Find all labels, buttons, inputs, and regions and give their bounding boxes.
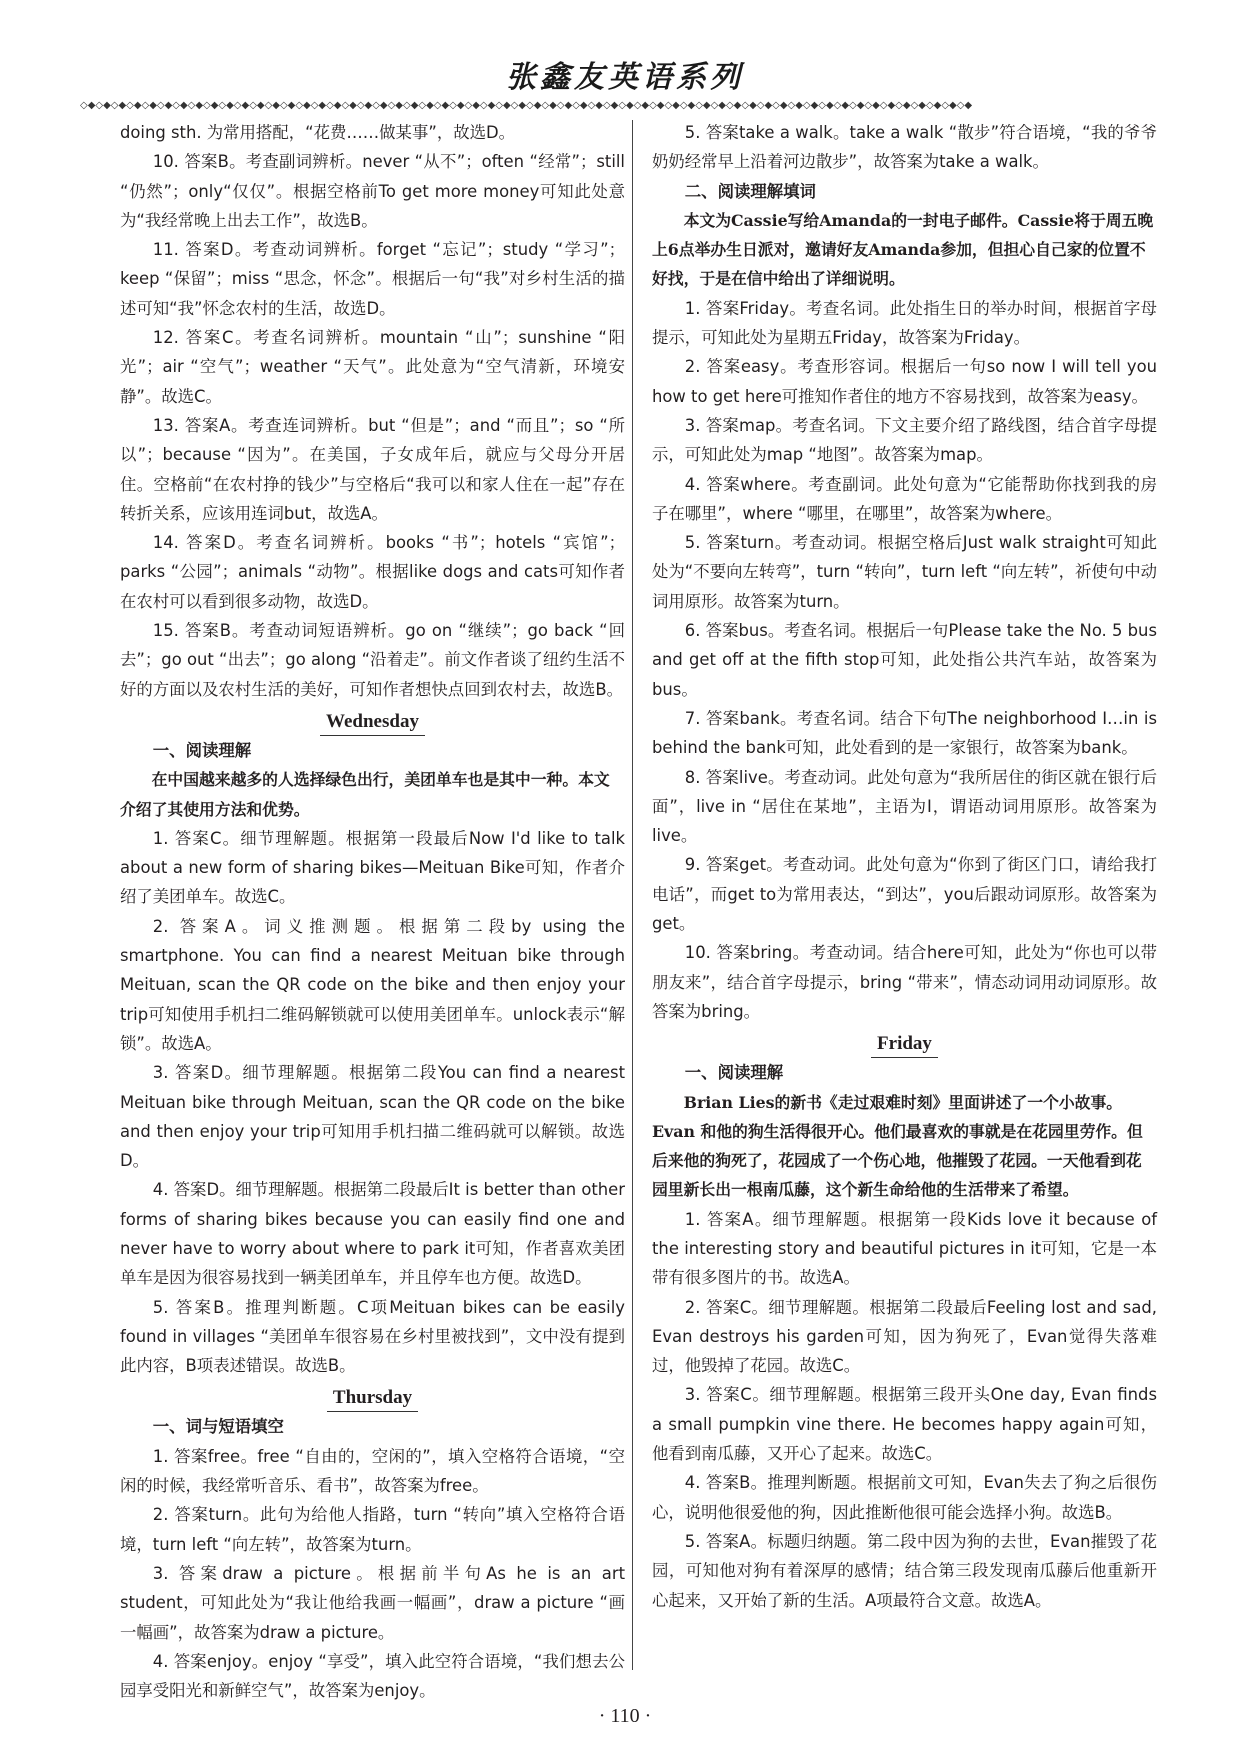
passage-intro: 本文为Cassie写给Amanda的一封电子邮件。Cassie将于周五晚上6点举办生日派对，邀请好友Amanda参加，但担心自己家的位置不好找，于是在信中给出了详细说明。 xyxy=(652,210,1154,289)
answer-paragraph: 3. 答案map。考查名词。下文主要介绍了路线图，结合首字母提示，可知此处为map “地图”。故答案为map。 xyxy=(652,415,1157,465)
answer-paragraph: 12. 答案C。考查名词辨析。mountain “山”；sunshine “阳光”；air “空气”；weather “天气”。此处意为“空气清新，环境安静”。故选C。 xyxy=(120,328,625,406)
answer-paragraph: 1. 答案C。细节理解题。根据第一段最后Now I'd like to talk about a new form of sharing bikes—Meituan Bike可知，作者介绍了美团单车。故选C。 xyxy=(120,828,625,907)
section-heading: 一、阅读理解 xyxy=(152,740,252,760)
answer-paragraph: 9. 答案get。考查动词。此处句意为“你到了街区门口，请给我打电话”，而get to为常用表达，“到达”，you后跟动词原形。故答案为get。 xyxy=(652,855,1157,934)
answer-paragraph: 4. 答案where。考查副词。此处句意为“它能帮助你找到我的房子在哪里”，where “哪里，在哪里”，故答案为where。 xyxy=(652,474,1157,523)
passage-intro: Brian Lies的新书《走过艰难时刻》里面讲述了一个小故事。Evan 和他的狗生活得很开心。他们最喜欢的事就是在花园里劳作。但后来他的狗死了，花园成了一个伤心地，他摧毁了花园。一天他看到花园里新长出一根南瓜藤，这个新生命给他的生活带来了希望。 xyxy=(652,1092,1143,1200)
day-heading-friday xyxy=(652,1030,1157,1058)
answer-paragraph: 4. 答案enjoy。enjoy “享受”，填入此空符合语境，“我们想去公园享受阳光和新鲜空气”，故答案为enjoy。 xyxy=(120,1651,625,1701)
answer-paragraph: 3. 答案D。细节理解题。根据第二段You can find a nearest Meituan bike through Meituan, scan the QR code on the bike and then enjoy your trip可知用手机扫描二维码就可以解锁。故选D。 xyxy=(120,1063,625,1171)
answer-paragraph: 7. 答案bank。考查名词。结合下句The neighborhood I…in is behind the bank可知，此处看到的是一家银行，故答案为bank。 xyxy=(652,708,1157,758)
section-heading: 二、阅读理解填词 xyxy=(684,181,816,201)
answer-paragraph: 1. 答案Friday。考查名词。此处指生日的举办时间，根据首字母提示，可知此处为星期五Friday，故答案为Friday。 xyxy=(652,298,1157,348)
answer-paragraph: 5. 答案B。推理判断题。C项Meituan bikes can be easily found in villages “美团单车很容易在乡村里被找到”，文中没有提到此内容，B项表述错误。故选B。 xyxy=(120,1297,625,1376)
section-heading: 一、词与短语填空 xyxy=(152,1417,284,1437)
answer-paragraph: 8. 答案live。考查动词。此处句意为“我所居住的街区就在银行后面”，live in “居住在某地”，主语为I，谓语动词用原形。故答案为live。 xyxy=(652,767,1157,846)
answer-paragraph: 11. 答案D。考查动词辨析。forget “忘记”；study “学习”；keep “保留”；miss “思念，怀念”。根据后一句“我”对乡村生活的描述可知“我”怀念农村的生活，故选D。 xyxy=(120,240,625,318)
left-column xyxy=(120,118,625,1705)
answer-paragraph: 2. 答案turn。此句为给他人指路，turn “转向”填入空格符合语境，turn left “向左转”，故答案为turn。 xyxy=(120,1505,625,1554)
page-header-title: 张鑫友英语系列 xyxy=(506,60,744,95)
answer-paragraph: 14. 答案D。考查名词辨析。books “书”；hotels “宾馆”；parks “公园”；animals “动物”。根据like dogs and cats可知作者在农村可以看到很多动物，故选D。 xyxy=(120,533,625,611)
passage-intro: 在中国越来越多的人选择绿色出行，美团单车也是其中一种。本文介绍了其使用方法和优势。 xyxy=(120,770,610,819)
right-column xyxy=(652,118,1157,1615)
answer-paragraph: 4. 答案B。推理判断题。根据前文可知，Evan失去了狗之后很伤心，说明他很爱他的狗，因此推断他很可能会选择小狗。故选B。 xyxy=(652,1473,1157,1522)
answer-paragraph: 3. 答案C。细节理解题。根据第三段开头One day, Evan finds a small pumpkin vine there. He becomes happy again可知，他看到南瓜藤，又开心了起来。故选C。 xyxy=(652,1385,1157,1464)
column-divider xyxy=(632,120,633,1670)
answer-paragraph: 2. 答案A。词义推测题。根据第二段by using the smartphone. You can find a nearest Meituan bike through Meituan, scan the QR code on the bike and then enjoy your trip可知使用手机扫二维码解锁就可以使用美团单车。unlock表示“解锁”。故选A。 xyxy=(120,916,625,1053)
day-heading-wednesday xyxy=(120,708,625,736)
day-heading-label: Wednesday xyxy=(320,708,425,736)
answer-paragraph: 1. 答案A。细节理解题。根据第一段Kids love it because of the interesting story and beautiful pictures in it可知，它是一本带有很多图片的书。故选A。 xyxy=(652,1209,1157,1288)
answer-paragraph: 4. 答案D。细节理解题。根据第二段最后It is better than other forms of sharing bikes because you can easily find one and never have to worry about where to park it可知，作者喜欢美团单车是因为很容易找到一辆美团单车，并且停车也方便。故选D。 xyxy=(120,1180,625,1288)
answer-paragraph: 10. 答案B。考查副词辨析。never “从不”；often “经常”；still “仍然”；only“仅仅”。根据空格前To get more money可知此处意为“我经常晚上出去工作”，故选B。 xyxy=(120,152,625,230)
answer-paragraph: 15. 答案B。考查动词短语辨析。go on “继续”；go back “回去”；go out “出去”；go along “沿着走”。前文作者谈了纽约生活不好的方面以及农村生活的美好，可知作者想快点回到农村去，故选B。 xyxy=(120,621,625,699)
answer-paragraph: 10. 答案bring。考查动词。结合here可知，此处为“你也可以带朋友来”，结合首字母提示，bring “带来”，情态动词用动词原形。故答案为bring。 xyxy=(652,943,1157,1021)
day-heading-thursday xyxy=(120,1384,625,1412)
day-heading-label: Thursday xyxy=(327,1384,418,1412)
page-number: · 110 · xyxy=(598,1705,652,1727)
day-heading-label: Friday xyxy=(871,1030,938,1058)
answer-paragraph: 2. 答案easy。考查形容词。根据后一句so now I will tell you how to get here可推知作者住的地方不容易找到，故答案为easy。 xyxy=(652,357,1157,406)
answer-paragraph: 2. 答案C。细节理解题。根据第二段最后Feeling lost and sad, Evan destroys his garden可知，因为狗死了，Evan觉得失落难过，他毁掉了花园。故选C。 xyxy=(652,1297,1157,1376)
answer-paragraph: 5. 答案A。标题归纳题。第二段中因为狗的去世，Evan摧毁了花园，可知他对狗有着深厚的感情；结合第三段发现南瓜藤后他重新开心起来，又开始了新的生活。A项最符合文意。故选A。 xyxy=(652,1531,1157,1610)
answer-paragraph: 1. 答案free。free “自由的，空闲的”，填入空格符合语境，“空闲的时候，我经常听音乐、看书”，故答案为free。 xyxy=(120,1446,625,1496)
header-decorative-rule: ◇◆◇◆◇◆◇◆◇◆◇◆◇◆◇◆◇◆◇◆◇◆◇◆◇◆◇◆◇◆◇◆◇◆◇◆◇◆◇◆◇◆◇◆◇◆◇◆◇◆◇◆◇◆◇◆◇◆◇◆◇◆◇◆◇◆◇◆◇◆◇◆◇◆◇◆◇◆◇◆◇◆◇◆◇◆◇◆◇◆◇◆◇◆◇◆◇◆◇◆◇◆◇◆◇◆◇◆◇◆◇◆◇◆◇◆ xyxy=(80,100,973,111)
answer-paragraph: 13. 答案A。考查连词辨析。but “但是”；and “而且”；so “所以”；because “因为”。在美国，子女成年后，就应与父母分开居住。空格前“在农村挣的钱少”与空格后“我可以和家人住在一起”存在转折关系，应该用连词but，故选A。 xyxy=(120,415,625,523)
section-heading: 一、阅读理解 xyxy=(684,1063,784,1083)
answer-paragraph: doing sth. 为常用搭配，“花费……做某事”，故选D。 xyxy=(120,123,516,142)
answer-paragraph: 5. 答案turn。考查动词。根据空格后Just walk straight可知此处为“不要向左转弯”，turn “转向”，turn left “向左转”，祈使句中动词用原形。故答案为turn。 xyxy=(652,533,1157,611)
answer-paragraph: 6. 答案bus。考查名词。根据后一句Please take the No. 5 bus and get off at the fifth stop可知，此处指公共汽车站，故答案为bus。 xyxy=(652,621,1157,699)
answer-paragraph: 5. 答案take a walk。take a walk “散步”符合语境，“我的爷爷奶奶经常早上沿着河边散步”，故答案为take a walk。 xyxy=(652,123,1157,172)
answer-paragraph: 3. 答案draw a picture。根据前半句As he is an art student，可知此处为“我让他给我画一幅画”，draw a picture “画一幅画”，故答案为draw a picture。 xyxy=(120,1563,625,1642)
